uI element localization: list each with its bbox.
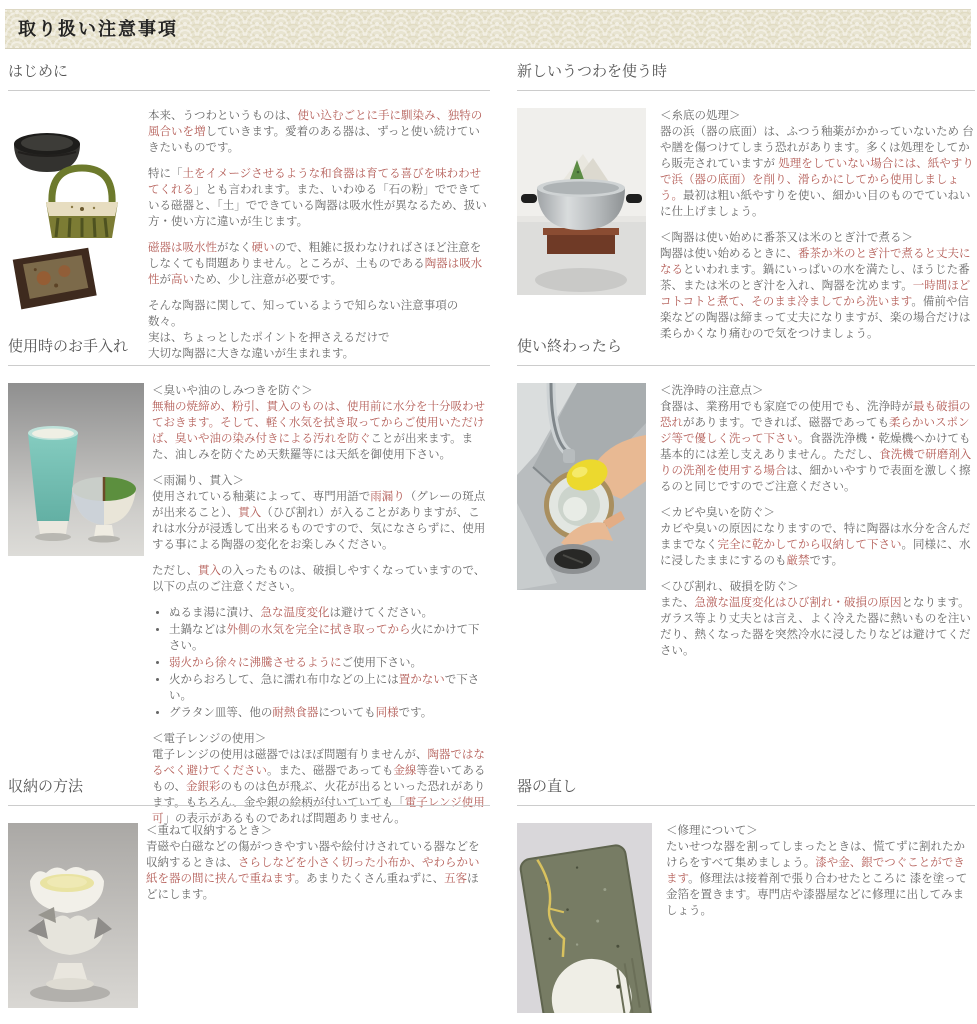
turquoise-cup-and-bowl-photo (8, 383, 144, 556)
square-tray-image (12, 247, 97, 309)
paragraph: 特に「土をイメージさせるような和食器は育てる喜びを味わわせてくれる」とも言われます。また、いわゆる「石の粉」でできている磁器と、「土」でできている陶器は吸水性が異なるため、扱い方・使い方に違いが生じます。 (148, 168, 487, 228)
list-item: • 土鍋などは外側の水気を完全に拭き取ってから火にかけて下さい。 (169, 622, 490, 654)
section-divider (8, 805, 490, 806)
section-title: 新しいうつわを使う時 (517, 63, 668, 80)
section-text (146, 823, 490, 913)
paragraph: 本来、うつわというものは、使い込むごとに手に馴染み、独特の風合いを増していきます。愛着のある器は、ずっと使い続けていきたいものです。 (148, 110, 483, 154)
paragraph: 使用されている釉薬によって、専門用語で雨漏り（グレーの斑点が出来ること）、貫入（ひび割れ）が入ることがありますが、これは水分が浸透して出来るものですので、気になさらずに、使用する事による陶器の変化をお楽しみください。 (152, 491, 486, 551)
washing-dish-in-sink-photo (517, 383, 646, 590)
basket-dish-image (46, 168, 118, 238)
sub-heading: ＜ひび割れ、破損を防ぐ＞ (660, 581, 799, 593)
section-divider (517, 90, 975, 91)
section-divider (517, 365, 975, 366)
pottery-collage-photo (8, 108, 140, 316)
paragraph: 無釉の焼締め、粉引、貫入のものは、使用前に水分を十分吸わせておきます。そして、軽く水気を拭き取ってからご使用いただけば、臭いや油の染み付きによる汚れを防ぐことが出来ます。また、油しみを防ぐため天麩羅等には天紙を御使用下さい。 (152, 401, 486, 461)
section-divider (517, 805, 975, 806)
section-title: 使い終わったら (517, 338, 622, 355)
section-after-use (517, 335, 975, 669)
section-vessel-repair (517, 775, 975, 1013)
list-item: • 弱火から徐々に沸騰させるようにご使用下さい。 (169, 655, 490, 671)
paragraph: 電子レンジの使用は磁器ではほぼ問題有りませんが、陶器ではなるべく避けてください。また、磁器であっても金線等巻いてあるもの、金銀彩のものは色が飛ぶ、火花が出るといった恐れがあります。もちろん、金や銀の絵柄が付いていても「電子レンジ使用可」の表示があるものであれば問題ありません。 (152, 749, 486, 825)
section-title: 収納の方法 (8, 778, 84, 795)
paragraph: 食器は、業務用でも家庭での使用でも、洗浄時が最も破損の恐れがあります。できれば、磁器であっても柔らかいスポンジ等で優しく洗って下さい。食器洗浄機・乾燥機へかけても基本的には差し支えありません。ただし、食洗機で研磨剤入りの洗剤を使用する場合は、細かいやすりで表面を激しく擦るのと同じですのでご注意ください。 (660, 401, 972, 493)
paragraph: 陶器は使い始めるときに、番茶か米のとぎ汁で煮ると丈夫になるといわれます。鍋にいっぱいの水を満たし、ほうじた番茶、または米のとぎ汁を入れ、陶器を沈めます。一時間ほどコトコトと煮て、そのまま冷ましてから洗います。備前や信楽などの陶器は締まって丈夫になりますが、楽の場合だけは柔らかくなり痛むので気をつけましょう。 (660, 248, 971, 340)
page-title: 取り扱い注意事項 (18, 19, 178, 39)
paragraph: そんな陶器に関して、知っているようで知らない注意事項の数々。 実は、ちょっとしたポイントを押さえるだけで 大切な陶器に大きな違いが生まれます。 (148, 300, 459, 360)
sub-heading: ＜陶器は使い始めに番茶又は米のとぎ汁で煮る＞ (660, 232, 913, 244)
section-title: 器の直し (517, 778, 578, 795)
paragraph: 磁器は吸水性がなく硬いので、粗雑に扱わなければさほど注意をしなくても問題ありません。ところが、土ものである陶器は吸水性が高いため、少し注意が必要です。 (148, 242, 483, 286)
section-text (152, 383, 490, 837)
paragraph: 青磁や白磁などの傷がつきやすい器や絵付けされている器などを収納するときは、さらしなどを小さく切った小布か、やわらかい紙を器の間に挟んで重ねます。あまりたくさん重ねずに、五客ほどにします。 (146, 841, 480, 901)
section-introduction (8, 60, 490, 372)
sub-heading: ＜糸底の処理＞ (660, 110, 741, 122)
section-divider (8, 365, 490, 366)
sub-heading: ＜雨漏り、貫入＞ (152, 475, 244, 487)
section-using-new-vessels (517, 60, 975, 352)
section-title: はじめに (8, 63, 69, 80)
section-care-during-use (8, 335, 490, 837)
paragraph: また、急激な温度変化はひび割れ・破損の原因となります。 ガラス等より丈夫とは言え、よく冷えた器に熱いものを注いだり、熱くなった器を突然冷水に浸したりなどは避けてください。 (660, 597, 971, 657)
section-text (148, 108, 490, 372)
sub-heading: ＜カビや臭いを防ぐ＞ (660, 507, 775, 519)
paragraph: たいせつな器を割ってしまったときは、慌てずに割れたかけらをすべて集めましょう。漆や金、銀でつぐことができます。修理法は接着剤で張り合わせたところに 漆を塗って金箔を置きます。専門店や漆器屋などに修理に出してみましょう。 (666, 841, 968, 917)
section-text (660, 108, 975, 352)
sub-heading: ＜電子レンジの使用＞ (152, 733, 267, 745)
section-divider (8, 90, 490, 91)
sub-heading: ＜洗浄時の注意点＞ (660, 385, 764, 397)
paragraph: カビや臭いの原因になりますので、特に陶器は水分を含んだままでなく完全に乾かしてから収納して下さい。同様に、水に浸したままにするのも厳禁です。 (660, 523, 971, 567)
list-item: • ぬるま湯に漬け、急な温度変化は避けてください。 (169, 605, 490, 621)
kintsugi-repaired-plate-photo (517, 823, 652, 1013)
section-title: 使用時のお手入れ (8, 338, 129, 355)
list-item: • 火からおろして、急に濡れ布巾などの上には置かないで下さい。 (169, 672, 490, 704)
section-text (666, 823, 975, 929)
paragraph: ただし、貫入の入ったものは、破損しやすくなっていますので、以下の点のご注意ください。 (152, 565, 486, 593)
precaution-list (152, 605, 490, 721)
sub-heading: ＜臭いや油のしみつきを防ぐ＞ (152, 385, 313, 397)
list-item: • グラタン皿等、他の耐熱食器についても同様です。 (169, 705, 490, 721)
section-text (660, 383, 975, 669)
page-header-banner (5, 9, 971, 49)
stacked-white-cups-photo (8, 823, 138, 1008)
sub-heading: ＜修理について＞ (666, 825, 758, 837)
pot-boiling-on-stove-photo (517, 108, 646, 295)
section-storage-method (8, 775, 490, 1008)
paragraph: 器の浜（器の底面）は、ふつう釉薬がかかっていないため 台や膳を傷つけてしまう恐れがあります。多くは処理をしてから販売されていますが 処理をしていない場合には、紙やすりで浜（器の底面）を削り、滑らかにしてから使用しましょう。最初は粗い紙やすりを使い、細かい目のものでていねいに仕上げましょう。 (660, 126, 974, 218)
sub-heading: ＜重ねて収納するとき＞ (146, 825, 273, 837)
